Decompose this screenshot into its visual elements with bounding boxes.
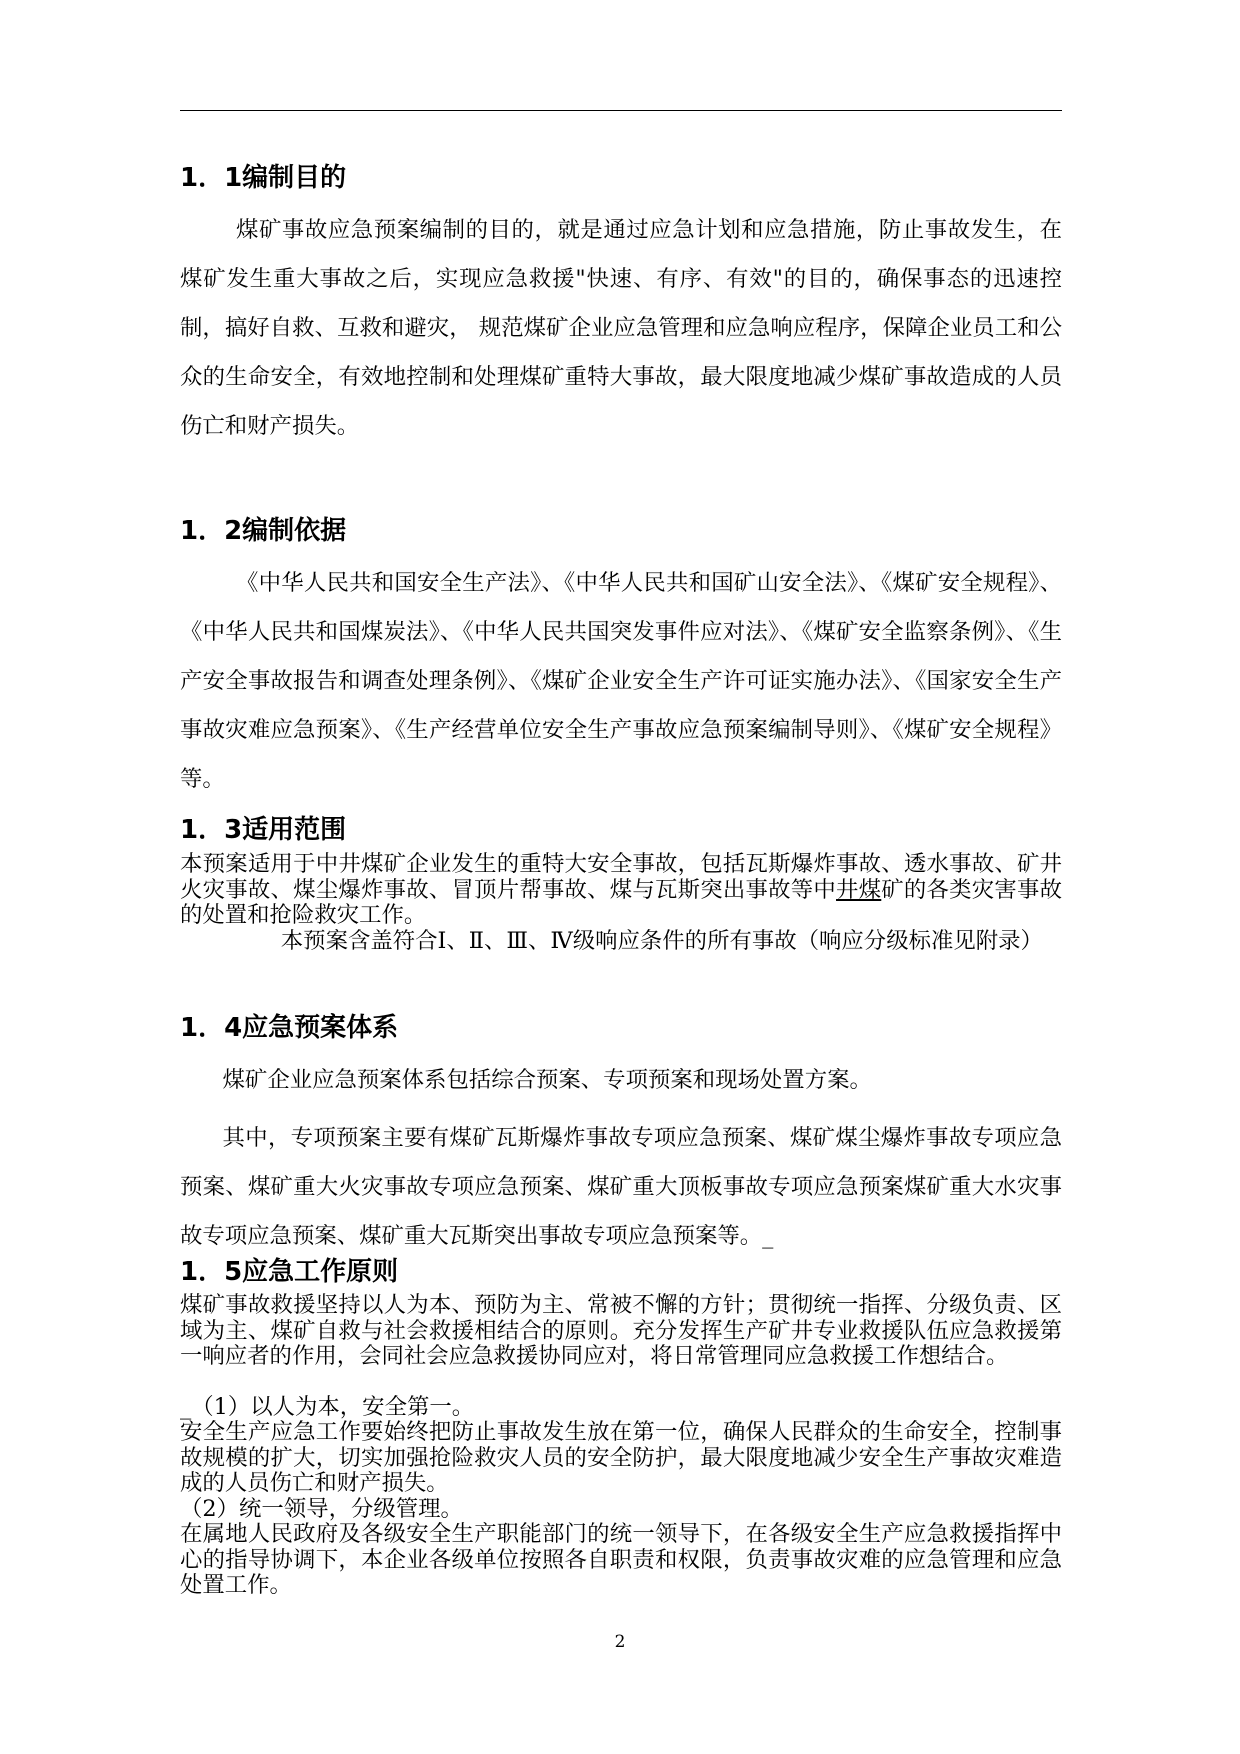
para-1-3-scope-b: 矿的各类灾害事故的处置和抢险救灾工作。 [180, 876, 1063, 928]
item-2-text: 在属地人民政府及各级安全生产职能部门的统一领导下，在各级安全生产应急救援指挥中心的指导协调下，本企业各级单位按照各自职责和权限，负责事故灾难的应急管理和应急处置工作。 [180, 1521, 1062, 1598]
para-1-4-system: 煤矿企业应急预案体系包括综合预案、专项预案和现场处置方案。 [222, 1067, 872, 1093]
para-1-4-special [180, 1114, 1062, 1261]
para-1-3-scope-underlined: 井煤 [836, 876, 882, 903]
heading-1-3: 1．3适用范围 [180, 815, 347, 845]
heading-1-5: 1．5应急工作原则 [180, 1257, 399, 1287]
para-1-5-principle: 煤矿事故救援坚持以人为本、预防为主、常被不懈的方针；贯彻统一指挥、分级负责、区域为主、煤矿自救与社会救援相结合的原则。充分发挥生产矿井专业救援队伍应急救援第一响应者的作用，会同社会应急救援协同应对，将日常管理同应急救援工作想结合。 [180, 1292, 1062, 1369]
para-1-3-levels: 本预案含盖符合Ⅰ、Ⅱ、Ⅲ、Ⅳ级响应条件的所有事故（响应分级标准见附录） [280, 928, 1043, 954]
item-2-title: （2）统一领导，分级管理。 [180, 1496, 463, 1522]
para-1-3-scope-a: 本预案适用于中井煤矿企业发生的重特大安全事故，包括瓦斯爆炸事故、透水事故、矿井火灾事故、煤尘爆炸事故、冒顶片帮事故、煤与瓦斯突出事故等中 [180, 851, 1062, 903]
para-1-1: 煤矿事故应急预案编制的目的，就是通过应急计划和应急措施，防止事故发生，在煤矿发生重大事故之后，实现应急救援"快速、有序、有效"的目的，确保事态的迅速控制，搞好自救、互救和避灾， 规范煤矿企业应急管理和应急响应程序，保障企业员工和公众的生命安全，有效地控制和处理煤矿重特大事故，最大限度地减少煤矿事故造成的人员伤亡和财产损失。 [180, 217, 1062, 439]
item-1-label: （1）以人为本，安全第一。 [191, 1394, 475, 1420]
page-number: 2 [614, 1632, 626, 1652]
heading-1-2: 1．2编制依据 [180, 516, 347, 546]
item-1-text: 安全生产应急工作要始终把防止事故发生放在第一位，确保人民群众的生命安全，控制事故规模的扩大，切实加强抢险救灾人员的安全防护，最大限度地减少安全生产事故灾难造成的人员伤亡和财产损失。 [180, 1419, 1062, 1496]
para-1-4-special-text: 其中，专项预案主要有煤矿瓦斯爆炸事故专项应急预案、煤矿煤尘爆炸事故专项应急预案、煤矿重大火灾事故专项应急预案、煤矿重大顶板事故专项应急预案煤矿重大水灾事故专项应急预案、煤矿重大瓦斯突出事故专项应急预案等。 [180, 1125, 1062, 1249]
para-1-4-tail-mark: _ [762, 1223, 774, 1249]
item-1-title [180, 1395, 1062, 1421]
heading-1-1: 1．1编制目的 [180, 163, 347, 193]
heading-1-4: 1．4应急预案体系 [180, 1013, 399, 1043]
para-1-2: 《中华人民共和国安全生产法》、《中华人民共和国矿山安全法》、《煤矿安全规程》、《中华人民共和国煤炭法》、《中华人民共国突发事件应对法》、《煤矿安全监察条例》、《生产安全事故报告和调查处理条例》、《煤矿企业安全生产许可证实施办法》、《国家安全生产事故灾难应急预案》、《生产经营单位安全生产事故应急预案编制导则》、《煤矿安全规程》等。 [180, 570, 1062, 792]
item-1-mark: _ [180, 1394, 192, 1420]
header-rule [180, 110, 1062, 111]
para-1-3-scope [180, 852, 1062, 929]
